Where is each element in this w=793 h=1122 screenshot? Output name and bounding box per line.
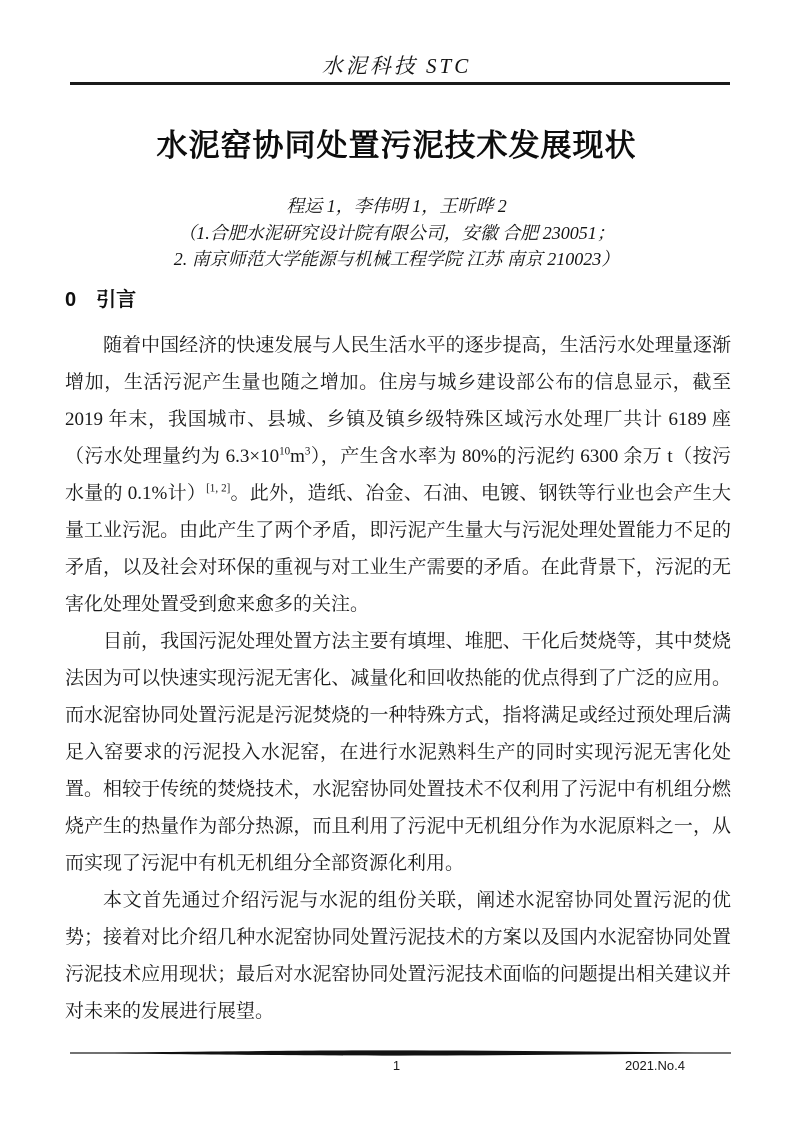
section-number: 0 xyxy=(65,289,77,311)
footer-divider xyxy=(70,1050,731,1056)
issue-label: 2021.No.4 xyxy=(625,1058,685,1073)
affiliation-line-2: 2. 南京师范大学能源与机械工程学院 江苏 南京 210023） xyxy=(173,249,620,269)
section-title: 引言 xyxy=(96,289,137,311)
journal-header-title: 水泥科技 STC xyxy=(321,54,472,78)
affiliation-line-1: （1.合肥水泥研究设计院有限公司，安徽 合肥 230051； xyxy=(178,223,615,243)
page-number: 1 xyxy=(392,1058,401,1073)
intro-paragraph-1: 随着中国经济的快速发展与人民生活水平的逐步提高，生活污水处理量逐渐增加，生活污泥产生量也随之增加。住房与城乡建设部公布的信息显示，截至 2019 年末，我国城市、县城、乡镇及镇乡级特殊区域污水处理厂共计 6189 座（污水处理量约为 $6.3\times 10^{10}m^3$），产生含水率为 80%的污泥约 6300 余万 t（按污水量的 0.1%计）[1, 2]。此外，造纸、冶金、石油、电镀、钢铁等行业也会产生大量工业污泥。由此产生了两个矛盾，即污泥产生量大与污泥处理处置能力不足的矛盾，以及社会对环保的重视与对工业生产需要的矛盾。在此背景下，污泥的无害化处理处置受到愈来愈多的关注。 xyxy=(65,335,732,615)
header-divider xyxy=(70,82,730,85)
intro-paragraph-3: 本文首先通过介绍污泥与水泥的组份关联，阐述水泥窑协同处置污泥的优势；接着对比介绍几种水泥窑协同处置污泥技术的方案以及国内水泥窑协同处置污泥技术应用现状；最后对水泥窑协同处置污泥技术面临的问题提出相关建议并对未来的发展进行展望。 xyxy=(65,890,731,1022)
author-line: 程运 1，李伟明 1，王昕晔 2 xyxy=(286,196,507,216)
section-heading xyxy=(65,290,136,310)
article-title: 水泥窑协同处置污泥技术发展现状 xyxy=(156,128,637,163)
article-body xyxy=(65,327,731,1030)
intro-paragraph-2: 目前，我国污泥处理处置方法主要有填埋、堆肥、干化后焚烧等，其中焚烧法因为可以快速实现污泥无害化、减量化和回收热能的优点得到了广泛的应用。而水泥窑协同处置污泥是污泥焚烧的一种特殊方式，指将满足或经过预处理后满足入窑要求的污泥投入水泥窑，在进行水泥熟料生产的同时实现污泥无害化处置。相较于传统的焚烧技术，水泥窑协同处置技术不仅利用了污泥中有机组分燃烧产生的热量作为部分热源，而且利用了污泥中无机组分作为水泥原料之一，从而实现了污泥中有机无机组分全部资源化利用。 xyxy=(65,631,731,874)
